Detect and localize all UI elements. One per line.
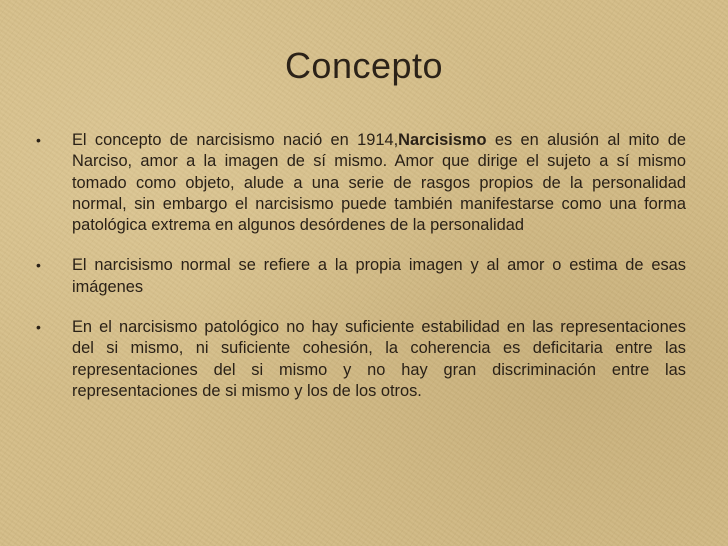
slide-title: Concepto <box>284 45 444 86</box>
bullet-text-part: El concepto de narcisismo nació en 1914, <box>72 131 399 149</box>
bullet-marker: • <box>36 132 41 148</box>
bullet-list <box>36 130 686 421</box>
bullet-text <box>72 131 686 234</box>
bullet-item-1 <box>36 130 686 236</box>
bullet-item-2 <box>36 255 686 298</box>
bullet-text: En el narcisismo patológico no hay suficiente estabilidad en las representaciones del si mismo, ni suficiente cohesión, la coherencia es deficitaria entre las representaciones del si mismo y no hay gran discriminación entre las representaciones de si mismo y los de los otros. <box>72 318 686 400</box>
bullet-marker: • <box>36 319 41 336</box>
bullet-item-3 <box>36 317 686 402</box>
bullet-text-bold: Narcisismo <box>398 131 487 149</box>
bullet-text-part: es en alusión al mito de Narciso, amor a la imagen de sí mismo. Amor que dirige el sujeto a sí mismo tomado como objeto, alude a una serie de rasgos propios de la personalidad normal, sin embargo el narcisismo puede también manifestarse como una forma patológica extrema en algunos desórdenes de la personalidad <box>72 131 686 235</box>
bullet-text: El narcisismo normal se refiere a la propia imagen y al amor o estima de esas imágenes <box>72 256 686 296</box>
bullet-marker: • <box>36 257 41 274</box>
